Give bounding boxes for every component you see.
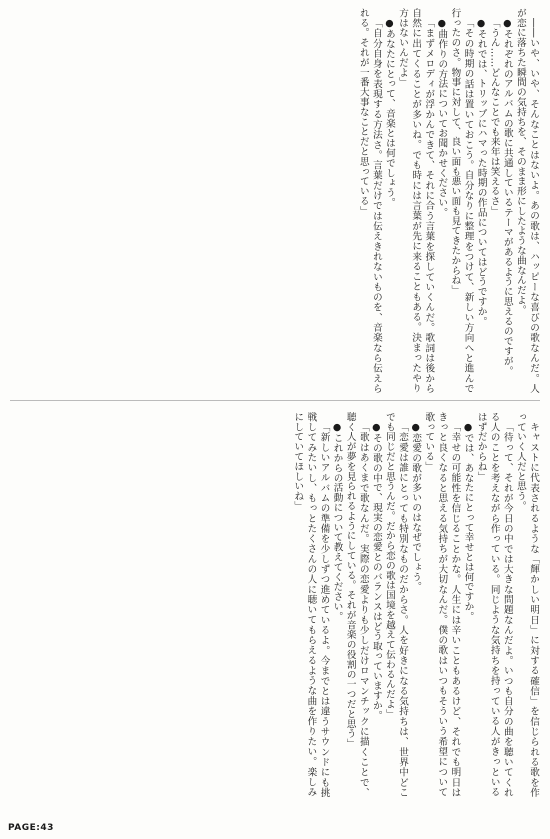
article-paragraph: ●これからの活動について教えてください。 (331, 421, 343, 621)
article-paragraph: 「待って、それが今日の中では大きな問題なんだよ。いつも自分の曲を聴いてくれる人のことを考えながら作っている。同じような気持ちを持っている人がきっといるはずだからね」 (475, 412, 513, 797)
article-paragraph: キャストに代表されるような「輝かしい明日」に対する確信」を信じられる歌を作っていく人だと思う。 (514, 412, 539, 797)
article-paragraph: ●あなたにとって、音楽とは何でしょう。 (383, 17, 395, 208)
page-number: PAGE:43 (8, 823, 54, 833)
article-paragraph: ●その歌の中で、現実の恋愛とのバランスはどう取っていますか。 (370, 421, 382, 720)
article-paragraph: ――いや、いや、そんなことはないよ。あの歌は、ハッピーな喜びの歌なんだ。人が恋に落ちた瞬間の気持ちを、そのまま形にしたような曲なんだよ。 (514, 8, 539, 393)
article-paragraph: ●曲作りの方法についてお聞かせください。 (436, 17, 448, 217)
article-bottom-block (10, 412, 540, 797)
article-paragraph: 「幸せの可能性を信じることかな。人生には辛いこともあるけど、それでも明日はきっと良くなると思える気持ちが大切なんだ。僕の歌はいつもそういう希望について歌っている」 (423, 412, 461, 797)
article-paragraph: ●恋愛の歌が多いのはなぜでしょう。 (410, 421, 422, 592)
article-paragraph: 「歌はあくまで歌なんだ。実際の恋愛よりも少しだけロマンチックに描くことで、聴く人が夢を見られるようにしている。それが音楽の役割の一つだと思う」 (344, 412, 369, 797)
article-paragraph: ●それでは、トリップにハマった時期の作品についてはどうですか。 (475, 17, 487, 326)
article-paragraph: 「自分自身を表現する方法さ。言葉だけでは伝えきれないものを、音楽なら伝えられる。それが一番大事なことだと思っている」 (357, 8, 382, 393)
article-paragraph: ●それぞれのアルバムの歌に共通しているテーマがあるように思えるのですが。 (501, 17, 513, 376)
article-paragraph: 「恋愛は誰にとっても特別なものだからさ。人を好きになる気持ちは、世界中どこでも同じだと思うんだ。だから恋の歌は国境を越えて伝わるんだよ」 (383, 412, 409, 797)
article-paragraph: 「うん……どんなことでも来年は笑えるさ」 (488, 17, 500, 216)
article-paragraph: 「新しいアルバムの準備を少しずつ進めているよ。今までとは違うサウンドにも挑戦してみたいし、もっとたくさんの人に聴いてもらえるような曲を作りたい。楽しみにしていてほしいね」 (292, 412, 330, 797)
article-paragraph: 「まずメロディが浮かんできて、それに合う言葉を探していくんだ。歌詞は後から自然に出てくることが多いね。でも時には言葉が先に来ることもある。決まったやり方はないんだよ」 (397, 8, 435, 393)
article-top-block (10, 8, 540, 393)
article-paragraph: ●では、あなたにとって幸せとは何ですか。 (462, 421, 474, 621)
section-divider (10, 400, 540, 401)
article-paragraph: 「その時期の話は置いておこう。自分なりに整理をつけて、新しい方向へと進んで行ったのさ。物事に対して、良い面も悪い面も見てきたからね」 (449, 8, 474, 393)
